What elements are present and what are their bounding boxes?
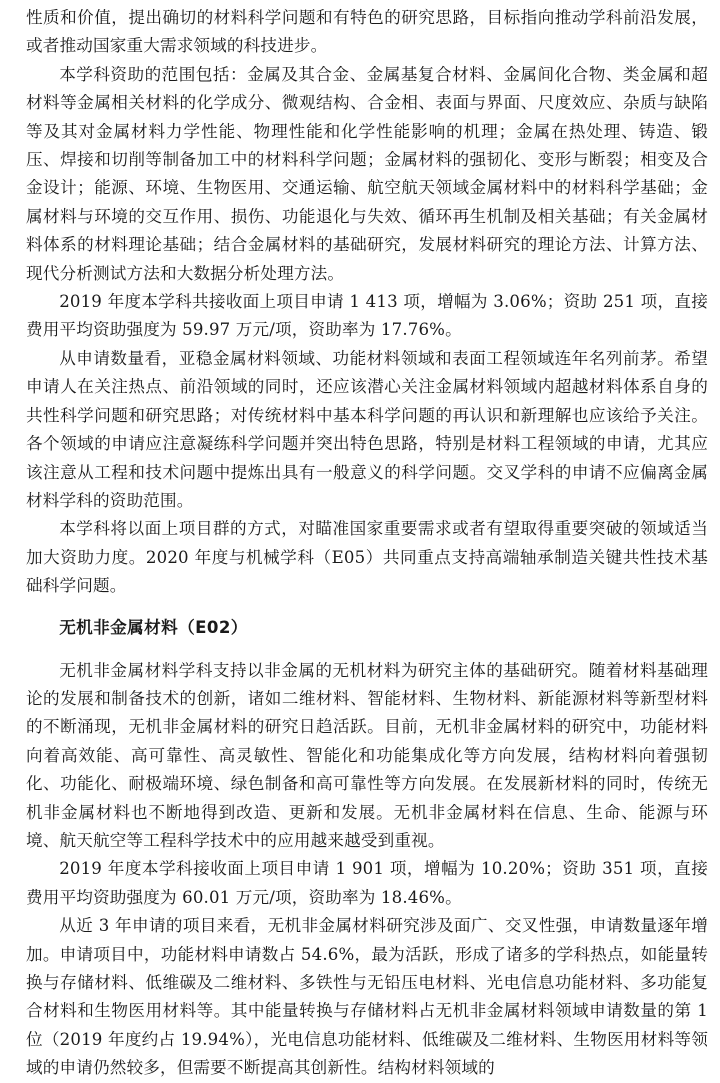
paragraph-application-guidance: 从申请数量看，亚稳金属材料领域、功能材料领域和表面工程领域连年名列前茅。希望申请人在关注热点、前沿领域的同时，还应该潜心关注金属材料领域内超越材料体系自身的共性科学问题和研究思路；对传统材料中基本科学问题的再认识和新理解也应该给予关注。各个领域的申请应注意凝练科学问题并突出特色思路，特别是材料工程领域的申请，尤其应该注意从工程和技术问题中提炼出具有一般意义的科学问题。交叉学科的申请不应偏离金属材料学科的资助范围。 xyxy=(26,348,708,510)
paragraph-continued: 性质和价值，提出确切的材料科学问题和有特色的研究思路，目标指向推动学科前沿发展，或者推动国家重大需求领域的科技进步。 xyxy=(26,8,708,56)
paragraph-discipline-intro: 无机非金属材料学科支持以非金属的无机材料为研究主体的基础研究。随着材料基础理论的发展和制备技术的创新，诸如二维材料、智能材料、生物材料、新能源材料等新型材料的不断涌现，无机非金属材料的研究日趋活跃。目前，无机非金属材料的研究中，功能材料向着高效能、高可靠性、高灵敏性、智能化和功能集成化等方向发展，结构材料向着强韧化、功能化、耐极端环境、绿色制备和高可靠性等方向发展。在发展新材料的同时，传统无机非金属材料也不断地得到改造、更新和发展。无机非金属材料在信息、生命、能源与环境、航天航空等工程科学技术中的应用越来越受到重视。 xyxy=(26,660,708,850)
paragraph-project-groups: 本学科将以面上项目群的方式，对瞄准国家重要需求或者有望取得重要突破的领域适当加大资助力度。2020 年度与机械学科（E05）共同重点支持高端轴承制造关键共性技术基础科学问题。 xyxy=(26,519,708,596)
document-page xyxy=(26,4,708,1083)
paragraph-recent-trends: 从近 3 年申请的项目来看，无机非金属材料研究涉及面广、交叉性强，申请数量逐年增加。申请项目中，功能材料申请数占 54.6%，最为活跃，形成了诸多的学科热点，如能量转换与存储材料、低维碳及二维材料、多铁性与无铅压电材料、光电信息功能材料、多功能复合材料和生物医用材料等。其中能量转换与存储材料占无机非金属材料领域申请数量的第 1 位（2019 年度约占 19.94%），光电信息功能材料、低维碳及二维材料、生物医用材料等领域的申请仍然较多，但需要不断提高其创新性。结构材料领域的 xyxy=(26,916,708,1078)
paragraph-2019-statistics: 2019 年度本学科共接收面上项目申请 1 413 项，增幅为 3.06%；资助 251 项，直接费用平均资助强度为 59.97 万元/项，资助率为 17.76%。 xyxy=(26,292,708,340)
paragraph-2019-statistics-e02: 2019 年度本学科接收面上项目申请 1 901 项，增幅为 10.20%；资助 351 项，直接费用平均资助强度为 60.01 万元/项，资助率为 18.46%。 xyxy=(26,859,708,907)
paragraph-funding-scope: 本学科资助的范围包括：金属及其合金、金属基复合材料、金属间化合物、类金属和超材料等金属相关材料的化学成分、微观结构、合金相、表面与界面、尺度效应、杂质与缺陷等及其对金属材料力学性能、物理性能和化学性能影响的机理；金属在热处理、铸造、锻压、焊接和切削等制备加工中的材料科学问题；金属材料的强韧化、变形与断裂；相变及合金设计；能源、环境、生物医用、交通运输、航空航天领域金属材料中的材料科学基础；金属材料与环境的交互作用、损伤、功能退化与失效、循环再生机制及相关基础；有关金属材料体系的材料理论基础；结合金属材料的基础研究，发展材料研究的理论方法、计算方法、现代分析测试方法和大数据分析处理方法。 xyxy=(26,64,708,283)
section-heading: 无机非金属材料（E02） xyxy=(59,617,248,637)
